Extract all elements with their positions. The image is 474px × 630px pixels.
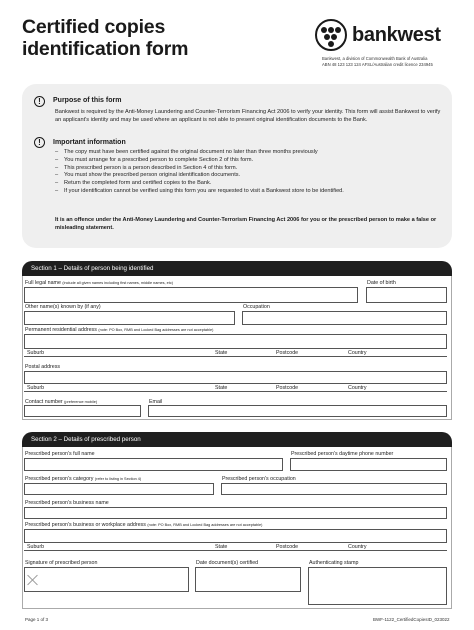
form-code: BWF-1122_CertifiedCopiesID_023022 [373,617,450,622]
information-panel [22,84,452,248]
page-title [22,16,188,60]
date-of-birth-field[interactable] [366,287,447,303]
country-label: Country [348,544,367,550]
title-line-2: identification form [22,38,189,60]
contact-number-label: Contact number (preference mobile) [25,399,98,405]
prescribed-occupation-label: Prescribed person's occupation [222,476,296,482]
suburb-line[interactable] [24,356,447,357]
email-field[interactable] [148,405,447,417]
entity-line-2: ABN 48 123 123 124 AFSL/Australian credit licence 234945 [322,62,433,67]
country-label: Country [348,385,367,391]
list-item: – You must arrange for a prescribed person to complete Section 2 of this form. [55,157,344,165]
offence-warning: It is an offence under the Anti-Money Laundering and Counter-Terrorism Financing Act 2006 for you or the prescribed person to make a false or misleading statement. [55,217,437,232]
business-address-label: Prescribed person's business or workplace address (note: PO Box, RMB and Locked Bag addresses are not acceptable) [25,522,263,528]
suburb-label: Suburb [27,544,45,550]
stamp-label: Authenticating stamp [309,560,359,566]
full-legal-name-field[interactable] [24,287,358,303]
list-item: – If your identification cannot be verified using this form you are requested to visit a Bankwest store to be identified. [55,188,344,196]
state-label: State [215,350,228,356]
postal-address-label: Postal address [25,364,61,370]
category-label: Prescribed person's category (refer to listing in Section 4) [25,476,142,482]
title-line-1: Certified copies [22,16,166,38]
other-names-field[interactable] [24,311,235,325]
prescribed-full-name-label: Prescribed person's full name [25,451,95,457]
business-name-label: Prescribed person's business name [25,500,109,506]
list-item: – The copy must have been certified against the original document no later than three months previously [55,149,344,157]
section-1-header: Section 1 – Details of person being identified [22,261,452,276]
permanent-address-label: Permanent residential address (note: PO Box, RMB and Locked Bag addresses are not acceptable) [25,327,214,333]
entity-details [322,56,462,68]
alert-icon: ! [34,96,45,107]
occupation-field[interactable] [242,311,447,325]
purpose-heading: Purpose of this form [53,97,122,104]
email-label: Email [149,399,163,405]
purpose-text: Bankwest is required by the Anti-Money Laundering and Counter-Terrorism Financing Act 2006 to verify your identity. This form will assist Bankwest to verify an applicant's identity and may be used where an applicant is not able to present original identification documents to the Bank. [55,109,441,124]
business-address-field[interactable] [24,529,447,543]
signature-field[interactable] [24,567,189,592]
daytime-phone-label: Prescribed person's daytime phone number [291,451,394,457]
suburb-label: Suburb [27,385,45,391]
logo-wordmark: bankwest [352,23,441,46]
business-suburb-line[interactable] [24,550,447,551]
alert-icon: ! [34,137,45,148]
postcode-label: Postcode [276,385,299,391]
bankwest-logo-icon [315,19,347,51]
list-item: – You must show the prescribed person original identification documents. [55,172,344,180]
prescribed-occupation-field[interactable] [221,483,447,495]
prescribed-full-name-field[interactable] [24,458,283,471]
list-item: – This prescribed person is a person described in Section 4 of this form. [55,165,344,173]
important-heading: Important information [53,139,126,146]
page-number: Page 1 of 3 [25,617,49,622]
important-list [55,149,344,196]
state-label: State [215,544,228,550]
date-certified-field[interactable] [195,567,301,592]
permanent-address-field[interactable] [24,334,447,349]
section-2-header: Section 2 – Details of prescribed person [22,432,452,447]
postal-address-field[interactable] [24,371,447,384]
daytime-phone-field[interactable] [290,458,447,471]
postcode-label: Postcode [276,544,299,550]
category-field[interactable] [24,483,214,495]
bankwest-logo [315,19,441,51]
sign-here-x-icon [27,574,38,585]
business-name-field[interactable] [24,507,447,519]
stamp-field[interactable] [308,567,447,605]
other-names-label: Other name(s) known by (if any) [25,304,101,310]
date-of-birth-label: Date of birth [367,280,396,286]
list-item: – Return the completed form and certified copies to the Bank. [55,180,344,188]
entity-line-1: Bankwest, a division of Commonwealth Bank of Australia [322,56,428,61]
full-legal-name-label: Full legal name (include all given names including first names, middle names, etc) [25,280,173,286]
signature-label: Signature of prescribed person [25,560,98,566]
occupation-label: Occupation [243,304,270,310]
contact-number-field[interactable] [24,405,141,417]
date-certified-label: Date document(s) certified [196,560,259,566]
state-label: State [215,385,228,391]
postcode-label: Postcode [276,350,299,356]
suburb-label: Suburb [27,350,45,356]
country-label: Country [348,350,367,356]
postal-suburb-line[interactable] [24,391,447,392]
